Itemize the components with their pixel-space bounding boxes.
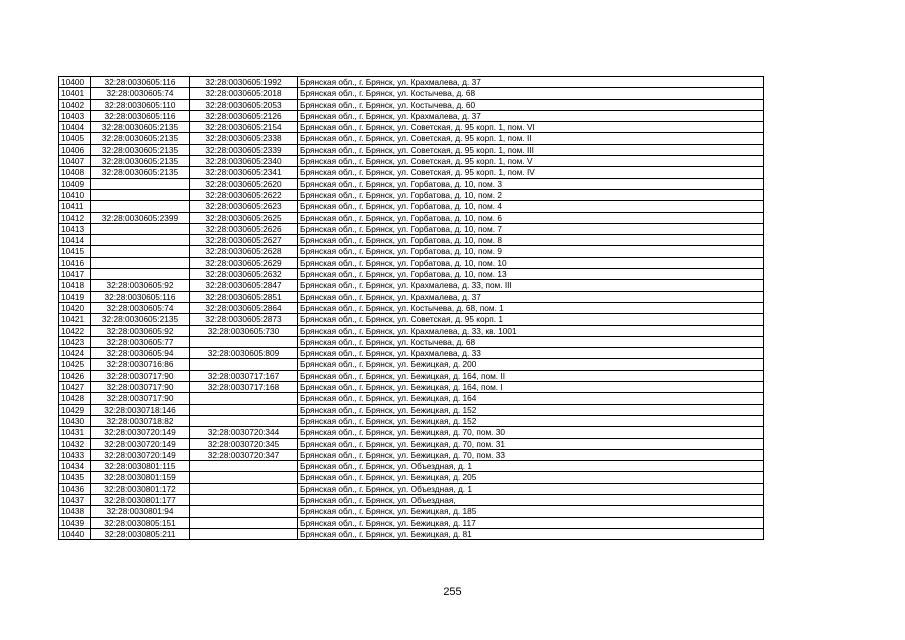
object-cadastral-cell: 32:28:0030605:2341: [190, 167, 298, 178]
row-number-cell: 10422: [59, 325, 91, 336]
row-number-cell: 10402: [59, 99, 91, 110]
row-number-cell: 10437: [59, 494, 91, 505]
parcel-cadastral-cell: 32:28:0030720:149: [91, 449, 190, 460]
object-cadastral-cell: 32:28:0030605:2627: [190, 235, 298, 246]
object-cadastral-cell: [190, 461, 298, 472]
parcel-cadastral-cell: 32:28:0030605:74: [91, 88, 190, 99]
object-cadastral-cell: [190, 483, 298, 494]
address-cell: Брянская обл., г. Брянск, ул. Советская, д. 95 корп. 1: [298, 314, 764, 325]
row-number-cell: 10423: [59, 336, 91, 347]
row-number-cell: 10421: [59, 314, 91, 325]
table-row: [59, 404, 764, 415]
parcel-cadastral-cell: 32:28:0030605:116: [91, 291, 190, 302]
table-row: [59, 246, 764, 257]
address-cell: Брянская обл., г. Брянск, ул. Горбатова, д. 10, пом. 10: [298, 257, 764, 268]
parcel-cadastral-cell: [91, 269, 190, 280]
table-row: [59, 122, 764, 133]
parcel-cadastral-cell: [91, 201, 190, 212]
object-cadastral-cell: 32:28:0030605:2620: [190, 178, 298, 189]
object-cadastral-cell: 32:28:0030605:730: [190, 325, 298, 336]
row-number-cell: 10427: [59, 382, 91, 393]
parcel-cadastral-cell: 32:28:0030605:92: [91, 280, 190, 291]
table-row: [59, 472, 764, 483]
parcel-cadastral-cell: 32:28:0030718:82: [91, 415, 190, 426]
parcel-cadastral-cell: 32:28:0030605:2135: [91, 122, 190, 133]
address-cell: Брянская обл., г. Брянск, ул. Бежицкая, д. 70, пом. 31: [298, 438, 764, 449]
object-cadastral-cell: 32:28:0030717:167: [190, 370, 298, 381]
object-cadastral-cell: [190, 528, 298, 539]
row-number-cell: 10426: [59, 370, 91, 381]
row-number-cell: 10432: [59, 438, 91, 449]
object-cadastral-cell: 32:28:0030720:344: [190, 427, 298, 438]
object-cadastral-cell: [190, 415, 298, 426]
row-number-cell: 10419: [59, 291, 91, 302]
address-cell: Брянская обл., г. Брянск, ул. Советская, д. 95 корп. 1, пом. VI: [298, 122, 764, 133]
object-cadastral-cell: 32:28:0030605:2338: [190, 133, 298, 144]
object-cadastral-cell: 32:28:0030605:2340: [190, 156, 298, 167]
object-cadastral-cell: 32:28:0030605:2339: [190, 144, 298, 155]
parcel-cadastral-cell: 32:28:0030801:159: [91, 472, 190, 483]
table-row: [59, 99, 764, 110]
object-cadastral-cell: 32:28:0030605:2053: [190, 99, 298, 110]
address-cell: Брянская обл., г. Брянск, ул. Объездная,: [298, 494, 764, 505]
table-row: [59, 348, 764, 359]
row-number-cell: 10409: [59, 178, 91, 189]
address-cell: Брянская обл., г. Брянск, ул. Горбатова, д. 10, пом. 7: [298, 223, 764, 234]
table-row: [59, 167, 764, 178]
row-number-cell: 10417: [59, 269, 91, 280]
object-cadastral-cell: [190, 517, 298, 528]
row-number-cell: 10410: [59, 189, 91, 200]
row-number-cell: 10407: [59, 156, 91, 167]
table-row: [59, 144, 764, 155]
table-row: [59, 235, 764, 246]
object-cadastral-cell: 32:28:0030717:168: [190, 382, 298, 393]
address-cell: Брянская обл., г. Брянск, ул. Советская, д. 95 корп. 1, пом. II: [298, 133, 764, 144]
row-number-cell: 10420: [59, 302, 91, 313]
table-row: [59, 336, 764, 347]
object-cadastral-cell: 32:28:0030605:2632: [190, 269, 298, 280]
object-cadastral-cell: 32:28:0030605:809: [190, 348, 298, 359]
object-cadastral-cell: 32:28:0030605:2851: [190, 291, 298, 302]
address-cell: Брянская обл., г. Брянск, ул. Бежицкая, д. 164, пом. I: [298, 382, 764, 393]
object-cadastral-cell: 32:28:0030605:2154: [190, 122, 298, 133]
address-cell: Брянская обл., г. Брянск, ул. Горбатова, д. 10, пом. 8: [298, 235, 764, 246]
object-cadastral-cell: [190, 404, 298, 415]
address-cell: Брянская обл., г. Брянск, ул. Бежицкая, д. 70, пом. 30: [298, 427, 764, 438]
table-row: [59, 494, 764, 505]
parcel-cadastral-cell: 32:28:0030605:2135: [91, 167, 190, 178]
parcel-cadastral-cell: 32:28:0030605:77: [91, 336, 190, 347]
table-row: [59, 257, 764, 268]
parcel-cadastral-cell: 32:28:0030801:115: [91, 461, 190, 472]
address-cell: Брянская обл., г. Брянск, ул. Костычева, д. 68, пом. 1: [298, 302, 764, 313]
object-cadastral-cell: 32:28:0030605:2625: [190, 212, 298, 223]
object-cadastral-cell: [190, 494, 298, 505]
parcel-cadastral-cell: [91, 178, 190, 189]
table-row: [59, 528, 764, 539]
table-row: [59, 506, 764, 517]
table-row: [59, 77, 764, 88]
address-cell: Брянская обл., г. Брянск, ул. Бежицкая, д. 152: [298, 404, 764, 415]
parcel-cadastral-cell: 32:28:0030801:172: [91, 483, 190, 494]
parcel-cadastral-cell: 32:28:0030805:151: [91, 517, 190, 528]
row-number-cell: 10406: [59, 144, 91, 155]
address-cell: Брянская обл., г. Брянск, ул. Крахмалева, д. 33, кв. 1001: [298, 325, 764, 336]
row-number-cell: 10438: [59, 506, 91, 517]
row-number-cell: 10425: [59, 359, 91, 370]
row-number-cell: 10435: [59, 472, 91, 483]
parcel-cadastral-cell: 32:28:0030717:90: [91, 382, 190, 393]
object-cadastral-cell: 32:28:0030605:2623: [190, 201, 298, 212]
parcel-cadastral-cell: 32:28:0030720:149: [91, 438, 190, 449]
table-row: [59, 517, 764, 528]
object-cadastral-cell: [190, 472, 298, 483]
row-number-cell: 10414: [59, 235, 91, 246]
parcel-cadastral-cell: [91, 223, 190, 234]
table-row: [59, 415, 764, 426]
object-cadastral-cell: [190, 359, 298, 370]
object-cadastral-cell: 32:28:0030605:2626: [190, 223, 298, 234]
row-number-cell: 10415: [59, 246, 91, 257]
row-number-cell: 10408: [59, 167, 91, 178]
row-number-cell: 10413: [59, 223, 91, 234]
table-row: [59, 223, 764, 234]
object-cadastral-cell: 32:28:0030605:1992: [190, 77, 298, 88]
row-number-cell: 10403: [59, 110, 91, 121]
object-cadastral-cell: 32:28:0030605:2126: [190, 110, 298, 121]
address-cell: Брянская обл., г. Брянск, ул. Бежицкая, д. 152: [298, 415, 764, 426]
address-cell: Брянская обл., г. Брянск, ул. Бежицкая, д. 164: [298, 393, 764, 404]
object-cadastral-cell: [190, 336, 298, 347]
parcel-cadastral-cell: 32:28:0030605:92: [91, 325, 190, 336]
table-row: [59, 427, 764, 438]
address-cell: Брянская обл., г. Брянск, ул. Бежицкая, д. 81: [298, 528, 764, 539]
table-row: [59, 483, 764, 494]
address-cell: Брянская обл., г. Брянск, ул. Горбатова, д. 10, пом. 3: [298, 178, 764, 189]
table-row: [59, 110, 764, 121]
row-number-cell: 10431: [59, 427, 91, 438]
table-row: [59, 280, 764, 291]
row-number-cell: 10430: [59, 415, 91, 426]
object-cadastral-cell: [190, 393, 298, 404]
address-cell: Брянская обл., г. Брянск, ул. Советская, д. 95 корп. 1, пом. III: [298, 144, 764, 155]
table-row: [59, 370, 764, 381]
address-cell: Брянская обл., г. Брянск, ул. Крахмалева, д. 37: [298, 110, 764, 121]
row-number-cell: 10416: [59, 257, 91, 268]
object-cadastral-cell: 32:28:0030720:345: [190, 438, 298, 449]
row-number-cell: 10428: [59, 393, 91, 404]
table-row: [59, 291, 764, 302]
table-row: [59, 393, 764, 404]
table-row: [59, 189, 764, 200]
parcel-cadastral-cell: 32:28:0030605:2135: [91, 314, 190, 325]
parcel-cadastral-cell: 32:28:0030605:110: [91, 99, 190, 110]
address-cell: Брянская обл., г. Брянск, ул. Горбатова, д. 10, пом. 9: [298, 246, 764, 257]
row-number-cell: 10418: [59, 280, 91, 291]
row-number-cell: 10436: [59, 483, 91, 494]
parcel-cadastral-cell: 32:28:0030801:94: [91, 506, 190, 517]
parcel-cadastral-cell: 32:28:0030605:2135: [91, 133, 190, 144]
object-cadastral-cell: 32:28:0030605:2018: [190, 88, 298, 99]
table-row: [59, 156, 764, 167]
table-row: [59, 359, 764, 370]
table-row: [59, 449, 764, 460]
address-cell: Брянская обл., г. Брянск, ул. Костычева, д. 60: [298, 99, 764, 110]
row-number-cell: 10400: [59, 77, 91, 88]
address-cell: Брянская обл., г. Брянск, ул. Бежицкая, д. 205: [298, 472, 764, 483]
table-row: [59, 269, 764, 280]
table-row: [59, 314, 764, 325]
address-cell: Брянская обл., г. Брянск, ул. Объездная, д. 1: [298, 483, 764, 494]
object-cadastral-cell: 32:28:0030605:2864: [190, 302, 298, 313]
row-number-cell: 10412: [59, 212, 91, 223]
address-cell: Брянская обл., г. Брянск, ул. Крахмалева, д. 37: [298, 77, 764, 88]
parcel-cadastral-cell: 32:28:0030717:90: [91, 370, 190, 381]
address-cell: Брянская обл., г. Брянск, ул. Крахмалева, д. 33: [298, 348, 764, 359]
address-cell: Брянская обл., г. Брянск, ул. Горбатова, д. 10, пом. 13: [298, 269, 764, 280]
table-row: [59, 382, 764, 393]
address-cell: Брянская обл., г. Брянск, ул. Объездная, д. 1: [298, 461, 764, 472]
parcel-cadastral-cell: 32:28:0030605:2399: [91, 212, 190, 223]
parcel-cadastral-cell: [91, 257, 190, 268]
row-number-cell: 10404: [59, 122, 91, 133]
address-cell: Брянская обл., г. Брянск, ул. Крахмалева, д. 37: [298, 291, 764, 302]
address-cell: Брянская обл., г. Брянск, ул. Бежицкая, д. 200: [298, 359, 764, 370]
object-cadastral-cell: 32:28:0030720:347: [190, 449, 298, 460]
table-row: [59, 133, 764, 144]
address-cell: Брянская обл., г. Брянск, ул. Крахмалева, д. 33, пом. III: [298, 280, 764, 291]
table-row: [59, 201, 764, 212]
address-cell: Брянская обл., г. Брянск, ул. Бежицкая, д. 117: [298, 517, 764, 528]
table-row: [59, 438, 764, 449]
parcel-cadastral-cell: 32:28:0030801:177: [91, 494, 190, 505]
address-cell: Брянская обл., г. Брянск, ул. Горбатова, д. 10, пом. 6: [298, 212, 764, 223]
row-number-cell: 10440: [59, 528, 91, 539]
address-cell: Брянская обл., г. Брянск, ул. Костычева, д. 68: [298, 336, 764, 347]
address-cell: Брянская обл., г. Брянск, ул. Советская, д. 95 корп. 1, пом. V: [298, 156, 764, 167]
registry-table: [58, 76, 764, 540]
parcel-cadastral-cell: [91, 246, 190, 257]
address-cell: Брянская обл., г. Брянск, ул. Бежицкая, д. 164, пом. II: [298, 370, 764, 381]
parcel-cadastral-cell: 32:28:0030605:2135: [91, 156, 190, 167]
parcel-cadastral-cell: [91, 235, 190, 246]
object-cadastral-cell: 32:28:0030605:2622: [190, 189, 298, 200]
address-cell: Брянская обл., г. Брянск, ул. Костычева, д. 68: [298, 88, 764, 99]
parcel-cadastral-cell: 32:28:0030805:211: [91, 528, 190, 539]
row-number-cell: 10405: [59, 133, 91, 144]
row-number-cell: 10401: [59, 88, 91, 99]
table-row: [59, 325, 764, 336]
object-cadastral-cell: 32:28:0030605:2629: [190, 257, 298, 268]
table-row: [59, 178, 764, 189]
parcel-cadastral-cell: 32:28:0030605:94: [91, 348, 190, 359]
parcel-cadastral-cell: 32:28:0030717:90: [91, 393, 190, 404]
parcel-cadastral-cell: 32:28:0030718:146: [91, 404, 190, 415]
parcel-cadastral-cell: 32:28:0030605:74: [91, 302, 190, 313]
parcel-cadastral-cell: 32:28:0030720:149: [91, 427, 190, 438]
address-cell: Брянская обл., г. Брянск, ул. Бежицкая, д. 70, пом. 33: [298, 449, 764, 460]
parcel-cadastral-cell: 32:28:0030605:116: [91, 77, 190, 88]
parcel-cadastral-cell: 32:28:0030716:86: [91, 359, 190, 370]
address-cell: Брянская обл., г. Брянск, ул. Советская, д. 95 корп. 1, пом. IV: [298, 167, 764, 178]
table-row: [59, 461, 764, 472]
address-cell: Брянская обл., г. Брянск, ул. Бежицкая, д. 185: [298, 506, 764, 517]
address-cell: Брянская обл., г. Брянск, ул. Горбатова, д. 10, пом. 2: [298, 189, 764, 200]
object-cadastral-cell: 32:28:0030605:2628: [190, 246, 298, 257]
table-row: [59, 212, 764, 223]
parcel-cadastral-cell: [91, 189, 190, 200]
parcel-cadastral-cell: 32:28:0030605:116: [91, 110, 190, 121]
row-number-cell: 10433: [59, 449, 91, 460]
parcel-cadastral-cell: 32:28:0030605:2135: [91, 144, 190, 155]
row-number-cell: 10411: [59, 201, 91, 212]
object-cadastral-cell: 32:28:0030605:2847: [190, 280, 298, 291]
address-cell: Брянская обл., г. Брянск, ул. Горбатова, д. 10, пом. 4: [298, 201, 764, 212]
row-number-cell: 10429: [59, 404, 91, 415]
object-cadastral-cell: 32:28:0030605:2873: [190, 314, 298, 325]
table-row: [59, 302, 764, 313]
row-number-cell: 10439: [59, 517, 91, 528]
row-number-cell: 10424: [59, 348, 91, 359]
table-row: [59, 88, 764, 99]
row-number-cell: 10434: [59, 461, 91, 472]
object-cadastral-cell: [190, 506, 298, 517]
page-number: 255: [443, 586, 462, 598]
